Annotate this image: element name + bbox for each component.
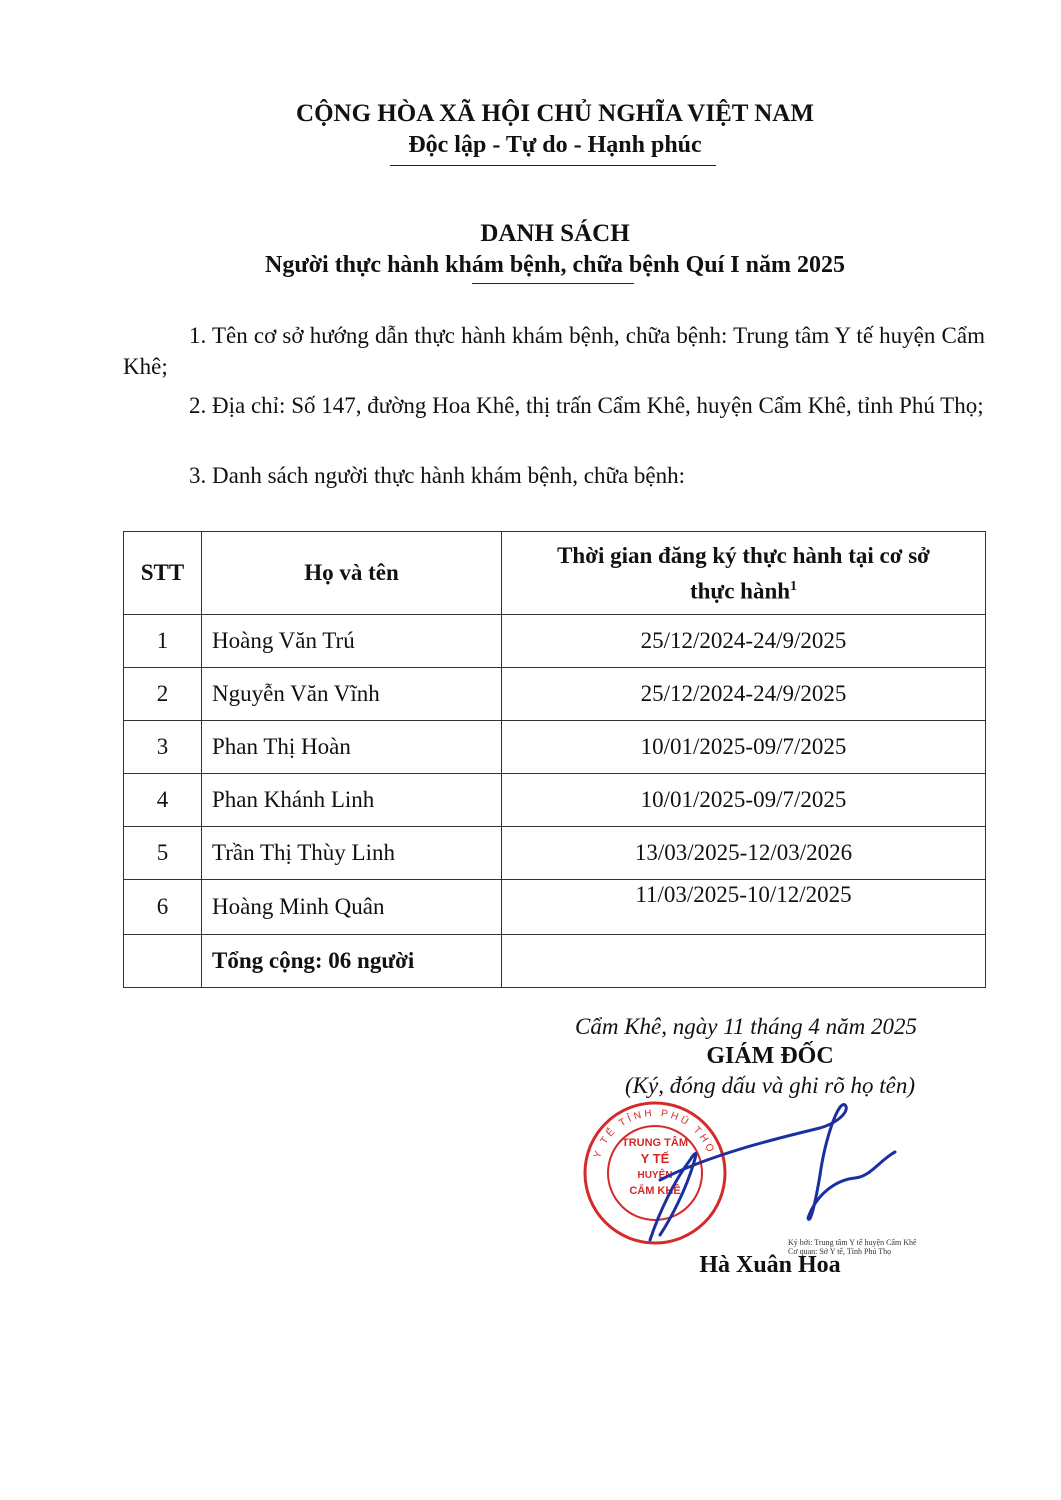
- table-row: [124, 721, 986, 774]
- total-label-text: Tổng cộng: 06 người: [212, 948, 415, 973]
- place-date: Cẩm Khê, ngày 11 tháng 4 năm 2025: [575, 1014, 918, 1039]
- row-stt: 2: [124, 668, 202, 721]
- document-title: DANH SÁCH: [480, 220, 630, 247]
- signer-role: GIÁM ĐỐC: [706, 1043, 834, 1069]
- row-time: 25/12/2024-24/9/2025: [502, 615, 986, 668]
- paragraph-list-intro: [123, 460, 985, 491]
- header-stt: STT: [124, 532, 202, 615]
- total-time-empty: [502, 935, 986, 988]
- row-time: 25/12/2024-24/9/2025: [502, 668, 986, 721]
- header-time-line2-text: thực hành: [689, 578, 791, 604]
- table-row: [124, 774, 986, 827]
- header-time-line1: Thời gian đăng ký thực hành tại cơ sở: [557, 542, 930, 568]
- row-name-text: Nguyễn Văn Vĩnh: [212, 681, 380, 706]
- row-stt: 5: [124, 827, 202, 880]
- row-name-text: Phan Khánh Linh: [212, 787, 375, 812]
- stamp-line-1: TRUNG TÂM: [622, 1137, 688, 1149]
- row-name: [202, 721, 502, 774]
- paragraph-address-text: 2. Địa chỉ: Số 147, đường Hoa Khê, thị trấn Cẩm Khê, huyện Cẩm Khê, tỉnh Phú Thọ;: [189, 393, 984, 418]
- document-subtitle: Người thực hành khám bệnh, chữa bệnh Quí I năm 2025: [265, 252, 845, 278]
- row-stt: 1: [124, 615, 202, 668]
- header-time: [502, 532, 986, 615]
- paragraph-list-intro-text: 3. Danh sách người thực hành khám bệnh, chữa bệnh:: [189, 463, 686, 488]
- digital-signed-by: Ký bởi: Trung tâm Y tế huyện Cẩm Khê: [788, 1238, 917, 1247]
- stamp-line-3: HUYỆN: [637, 1170, 673, 1181]
- stamp-ring-textpath: Y TẾ TỈNH PHÚ THỌ: [592, 1107, 717, 1160]
- footnote-marker: 1: [790, 578, 798, 594]
- table-row: [124, 668, 986, 721]
- table-header-row: [124, 532, 986, 615]
- stamp-line-4: CẨM KHÊ: [629, 1185, 681, 1197]
- paragraph-facility: [123, 320, 985, 382]
- national-title: CỘNG HÒA XÃ HỘI CHỦ NGHĨA VIỆT NAM: [296, 100, 814, 127]
- row-name-text: Phan Thị Hoàn: [212, 734, 351, 759]
- row-name: [202, 615, 502, 668]
- paragraph-address: [123, 390, 985, 421]
- row-stt: 3: [124, 721, 202, 774]
- signature-note: (Ký, đóng dấu và ghi rõ họ tên): [624, 1073, 915, 1098]
- handwritten-signature: [620, 1100, 910, 1250]
- total-label: [202, 935, 502, 988]
- row-time: 13/03/2025-12/03/2026: [502, 827, 986, 880]
- motto-underline: [390, 165, 716, 166]
- table-row: [124, 880, 986, 935]
- signer-name: Hà Xuân Hoa: [699, 1252, 841, 1278]
- table-row: [124, 827, 986, 880]
- total-stt-empty: [124, 935, 202, 988]
- row-name: [202, 880, 502, 935]
- row-time: 11/03/2025-10/12/2025: [502, 880, 986, 935]
- header-time-line2: [502, 571, 985, 607]
- row-name-text: Hoàng Minh Quân: [212, 894, 385, 919]
- subtitle-underline: [472, 283, 634, 284]
- table-total-row: [124, 935, 986, 988]
- row-name: [202, 668, 502, 721]
- row-name-text: Trần Thị Thùy Linh: [212, 840, 395, 865]
- digital-agency: Cơ quan: Sở Y tế, Tỉnh Phú Thọ: [788, 1247, 892, 1256]
- row-name: [202, 774, 502, 827]
- row-time: 10/01/2025-09/7/2025: [502, 721, 986, 774]
- row-stt: 4: [124, 774, 202, 827]
- header-name: Họ và tên: [202, 532, 502, 615]
- table-row: [124, 615, 986, 668]
- row-stt: 6: [124, 880, 202, 935]
- row-time: 10/01/2025-09/7/2025: [502, 774, 986, 827]
- row-name-text: Hoàng Văn Trú: [212, 628, 355, 653]
- practitioner-table: [123, 531, 986, 988]
- motto: Độc lập - Tự do - Hạnh phúc: [408, 132, 702, 158]
- row-name: [202, 827, 502, 880]
- paragraph-facility-text: 1. Tên cơ sở hướng dẫn thực hành khám bệnh, chữa bệnh: Trung tâm Y tế huyện Cẩm Khê;: [123, 323, 985, 379]
- stamp-line-2: Y TẾ: [640, 1151, 670, 1166]
